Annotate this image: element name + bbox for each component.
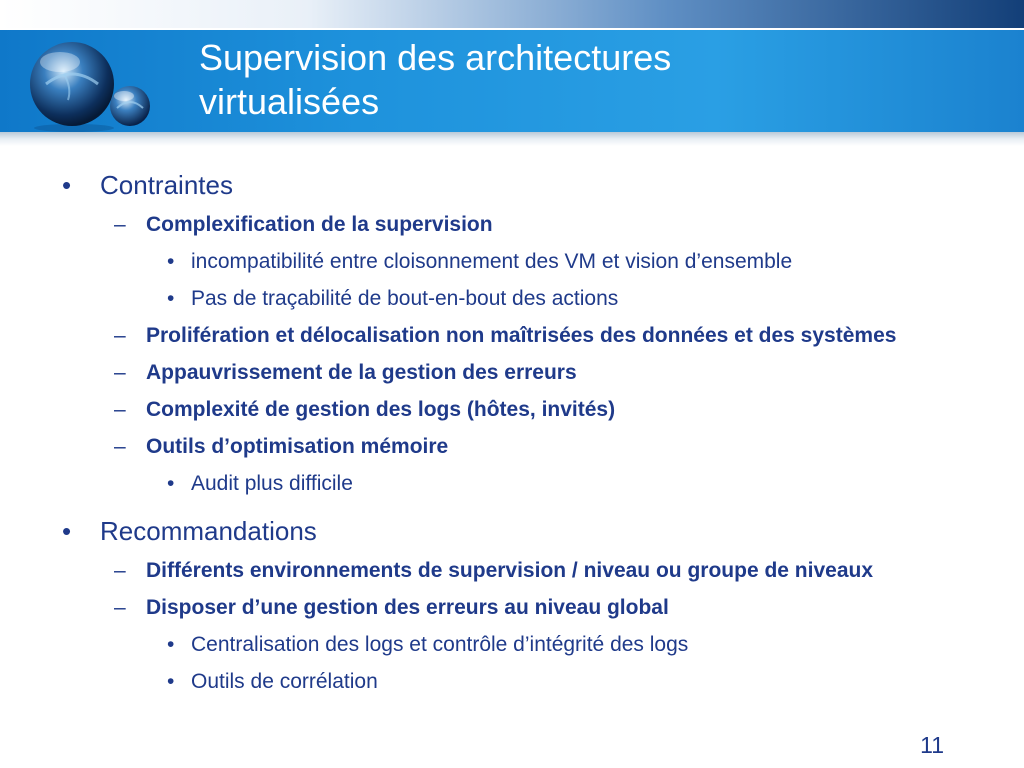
sub-bullet-item <box>0 284 1024 314</box>
dash-marker: – <box>114 398 126 421</box>
bullet-marker: • <box>62 516 72 546</box>
bullet-item-label: Complexification de la supervision <box>146 213 493 236</box>
bullet-marker: • <box>62 170 72 200</box>
sub-bullet-label: Pas de traçabilité de bout-en-bout des actions <box>191 287 619 310</box>
page-number: 11 <box>920 732 944 758</box>
section-heading-label: Recommandations <box>100 516 317 546</box>
sub-bullet-item <box>0 469 1024 499</box>
section-heading-label: Contraintes <box>100 170 233 200</box>
bullet-item-label: Différents environnements de supervision / niveau ou groupe de niveaux <box>146 559 874 582</box>
dash-marker: – <box>114 559 126 582</box>
bullet-item <box>0 593 1024 623</box>
bullet-marker: • <box>167 287 175 310</box>
top-gradient-strip <box>0 0 1024 28</box>
bullet-item <box>0 556 1024 586</box>
dash-marker: – <box>114 361 126 384</box>
bullet-item-label: Complexité de gestion des logs (hôtes, invités) <box>146 398 616 421</box>
slide-title <box>199 36 979 124</box>
bullet-item <box>0 210 1024 240</box>
bullet-marker: • <box>167 472 175 495</box>
sub-bullet-item <box>0 630 1024 660</box>
sub-bullet-item <box>0 667 1024 697</box>
sub-bullet-label: Centralisation des logs et contrôle d’intégrité des logs <box>191 633 689 656</box>
bullet-item <box>0 358 1024 388</box>
section-heading-contraintes <box>0 168 1024 202</box>
bullet-marker: • <box>167 633 175 656</box>
slide-title-line1: Supervision des architectures <box>199 37 672 78</box>
sub-bullet-label: incompatibilité entre cloisonnement des VM et vision d’ensemble <box>191 250 793 273</box>
sub-bullet-item <box>0 247 1024 277</box>
bullet-item <box>0 395 1024 425</box>
bullet-item <box>0 321 1024 351</box>
dash-marker: – <box>114 435 126 458</box>
bullet-item-label: Disposer d’une gestion des erreurs au niveau global <box>146 596 669 619</box>
header-shadow <box>0 132 1024 146</box>
dash-marker: – <box>114 596 126 619</box>
dash-marker: – <box>114 324 126 347</box>
bullet-marker: • <box>167 670 175 693</box>
bullet-item-label: Outils d’optimisation mémoire <box>146 435 449 458</box>
slide-content <box>0 168 1024 704</box>
section-heading-recommandations <box>0 514 1024 548</box>
slide-title-line2: virtualisées <box>199 81 380 122</box>
bullet-item-label: Appauvrissement de la gestion des erreurs <box>146 361 577 384</box>
dash-marker: – <box>114 213 126 236</box>
glass-globe-icon <box>24 38 164 134</box>
section-spacer <box>0 506 1024 514</box>
sub-bullet-label: Outils de corrélation <box>191 670 378 693</box>
bullet-item-label: Prolifération et délocalisation non maîtrisées des données et des systèmes <box>146 324 897 347</box>
bullet-marker: • <box>167 250 175 273</box>
bullet-item <box>0 432 1024 462</box>
sub-bullet-label: Audit plus difficile <box>191 472 353 495</box>
